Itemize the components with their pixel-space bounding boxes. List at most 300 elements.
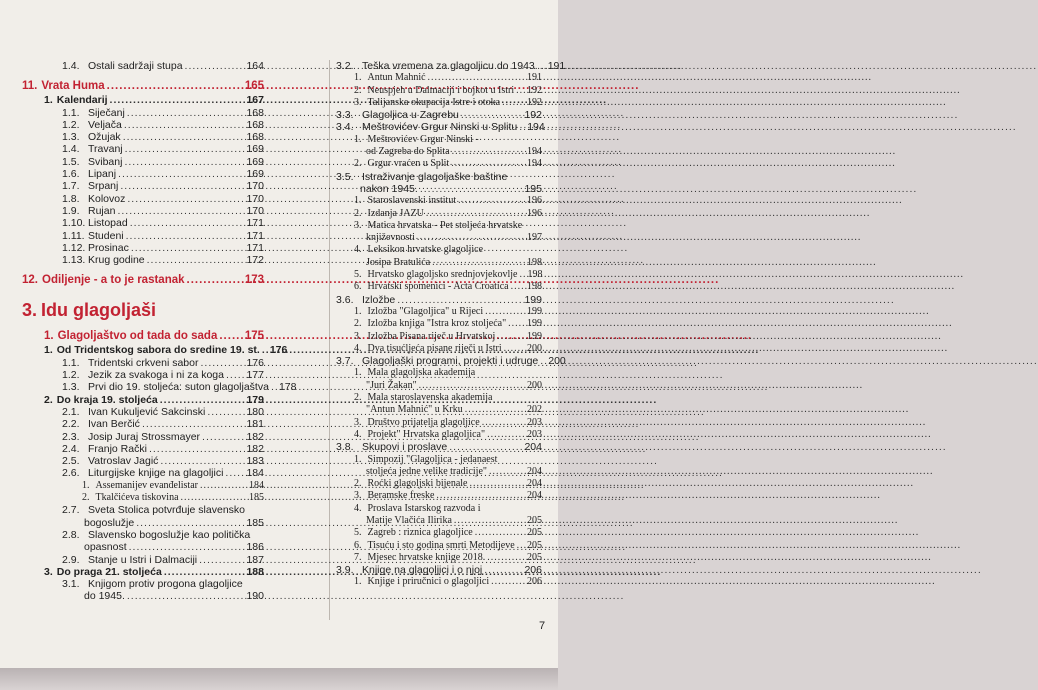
toc-entry-page: 198	[527, 269, 543, 281]
toc-entry-page: 170	[246, 180, 264, 193]
toc-entry	[336, 121, 545, 134]
toc-entry-number: 2.	[354, 158, 362, 170]
toc-entry-page: 200	[527, 342, 542, 354]
toc-entry-page: 170	[246, 192, 264, 205]
toc-entry	[22, 443, 264, 455]
toc-entry	[22, 455, 264, 467]
toc-entry-title: "Juri Žakan"	[366, 379, 417, 391]
toc-leader-dots	[164, 566, 245, 578]
toc-entry-page: 168	[246, 106, 264, 119]
toc-entry-title: Knjigom protiv progona glagoljice	[88, 578, 243, 591]
toc-entry-title: Studeni	[88, 229, 124, 242]
toc-entry	[22, 504, 264, 516]
toc-entry	[336, 466, 542, 478]
toc-entry-number: 2.5.	[62, 455, 80, 468]
toc-leader-dots	[504, 343, 525, 355]
toc-entry-title: Do praga 21. stoljeća	[56, 565, 162, 578]
toc-entry-number: 1.	[354, 195, 362, 207]
toc-entry-title: Prvi dio 19. stoljeća: suton glagoljaštva	[88, 381, 269, 394]
toc-entry-title: Srpanj	[88, 180, 119, 193]
toc-entry-number: 2.	[44, 393, 53, 406]
toc-entry-title: Hrvatsko glagoljsko srednjovjekovlje	[367, 269, 518, 281]
toc-leader-dots	[142, 418, 245, 430]
toc-entry-page: 164	[246, 60, 264, 72]
toc-entry-number: 1.	[354, 453, 362, 465]
toc-entry	[336, 158, 542, 170]
toc-entry-page: 205	[527, 551, 542, 563]
toc-entry-number: 2.1.	[62, 405, 80, 418]
toc-entry	[336, 343, 542, 355]
toc-entry-number: 1.4.	[62, 143, 80, 156]
toc-entry-title: Slavensko bogoslužje kao politička	[88, 528, 251, 541]
toc-entry	[336, 85, 542, 97]
toc-entry-page: 181	[246, 418, 264, 431]
toc-entry-page: 205	[527, 514, 542, 526]
toc-entry-title: "Antun Mahnić" u Krku	[366, 404, 463, 416]
toc-leader-dots	[432, 257, 525, 269]
toc-entry-number: 5.	[354, 269, 362, 281]
toc-entry-number: 1.3.	[62, 381, 80, 394]
toc-leader-dots	[181, 492, 247, 504]
toc-left-column	[22, 60, 297, 603]
toc-entry	[22, 344, 288, 357]
toc-entry-number: 3.	[354, 416, 362, 428]
toc-entry-number: 2.	[354, 478, 362, 490]
toc-entry-page: 176	[269, 344, 288, 357]
toc-entry-number: 1.	[354, 133, 362, 145]
toc-entry-title: Knjige na glagoljici i o njoj	[362, 564, 483, 577]
toc-entry-number: 3.	[354, 219, 362, 231]
toc-entry-title: Neuspjeh u Dalmaciji i bojkot u Istri	[367, 84, 515, 96]
toc-entry	[336, 576, 542, 588]
toc-entry	[22, 78, 264, 94]
toc-entry-title: Izložba Pisana riječ u Hrvatskoj	[367, 330, 496, 342]
toc-entry	[22, 230, 264, 242]
toc-entry-page: 175	[244, 330, 264, 343]
toc-leader-dots	[207, 406, 244, 418]
toc-entry-number: 2.8.	[62, 528, 80, 541]
toc-leader-dots	[125, 143, 245, 155]
toc-entry-number: 1.2.	[62, 118, 80, 131]
toc-entry-title: Talijanska okupacija Istre i otoka	[367, 96, 501, 108]
toc-entry-title: bogoslužje	[84, 516, 135, 529]
toc-entry-page: 200	[527, 379, 542, 391]
toc-leader-dots	[225, 467, 244, 479]
toc-entry	[336, 331, 542, 343]
toc-entry-number: 6.	[354, 281, 362, 293]
toc-entry-number: 2.	[354, 84, 362, 96]
toc-entry-number: 2.9.	[62, 553, 80, 566]
toc-entry-title: Meštrovićev Grgur Ninski u Splitu	[362, 121, 518, 134]
toc-entry	[22, 566, 264, 578]
toc-entry	[22, 156, 264, 168]
toc-entry-page: 170	[246, 204, 264, 217]
toc-entry-number: 2.6.	[62, 467, 80, 480]
toc-entry-number: 2.	[82, 492, 90, 504]
toc-entry	[22, 143, 264, 155]
toc-entry-number: 1.4.	[62, 60, 80, 72]
toc-entry	[22, 517, 264, 529]
toc-entry	[336, 183, 542, 195]
toc-leader-dots	[508, 318, 525, 330]
toc-entry-page: 190	[246, 590, 264, 603]
toc-entry-page: 203	[527, 428, 542, 440]
toc-entry-number: 1.9.	[62, 204, 80, 217]
toc-entry-title: Veljača	[88, 118, 122, 131]
toc-leader-dots	[107, 78, 243, 94]
toc-leader-dots	[131, 242, 245, 254]
toc-entry	[336, 355, 566, 368]
toc-leader-dots	[127, 107, 245, 119]
toc-leader-dots	[271, 381, 277, 393]
toc-leader-dots	[465, 404, 525, 416]
toc-entry-page: 202	[527, 404, 542, 416]
toc-entry-page: 192	[524, 109, 542, 122]
toc-entry-page: 184	[246, 467, 264, 480]
toc-entry-page: 182	[246, 430, 264, 443]
toc-leader-dots	[487, 429, 525, 441]
toc-entry-title: Od Tridentskog sabora do sredine 19. st.	[56, 344, 260, 357]
toc-entry	[336, 367, 542, 379]
toc-entry-title: Društvo prijatelja glagoljice	[367, 416, 480, 428]
toc-entry-number: 3.3.	[336, 109, 354, 122]
toc-entry-title: Dva tisućljeća pisane riječi u Istri	[367, 342, 502, 354]
toc-entry-title: stoljeća jedne velike tradicije"	[366, 465, 487, 477]
toc-entry-page: 165	[244, 80, 264, 93]
toc-entry	[336, 72, 542, 84]
toc-entry	[22, 119, 264, 131]
toc-leader-dots	[136, 517, 244, 529]
toc-entry	[22, 131, 264, 143]
toc-entry-number: 4.	[354, 502, 362, 514]
toc-entry-page: 182	[246, 442, 264, 455]
toc-entry	[336, 392, 542, 404]
toc-leader-dots	[511, 281, 525, 293]
toc-entry-title: Josip Juraj Strossmayer	[88, 430, 201, 443]
toc-entry	[336, 417, 542, 429]
toc-leader-dots	[436, 490, 525, 502]
toc-leader-dots	[419, 380, 525, 392]
toc-entry	[22, 492, 264, 504]
toc-entry-number: 3.8.	[336, 441, 354, 454]
toc-leader-dots	[491, 576, 525, 588]
toc-leader-dots	[489, 466, 525, 478]
toc-entry	[22, 254, 264, 266]
toc-entry-number: 11.	[22, 80, 38, 93]
toc-entry	[336, 171, 542, 183]
toc-entry-title: Listopad	[88, 217, 128, 230]
toc-entry-page: 176	[246, 356, 264, 369]
toc-entry-page: 171	[246, 217, 264, 230]
toc-entry-title: Ožujak	[88, 131, 121, 144]
toc-leader-dots	[149, 443, 245, 455]
toc-entry-number: 2.2.	[62, 418, 80, 431]
toc-leader-dots	[485, 306, 525, 318]
toc-leader-dots	[461, 109, 523, 121]
toc-leader-dots	[202, 431, 244, 443]
toc-entry-title: Grgur vraćen u Split	[367, 158, 450, 170]
toc-leader-dots	[452, 146, 525, 158]
toc-entry-page: 187	[246, 553, 264, 566]
toc-entry-number: 1.6.	[62, 168, 80, 181]
toc-entry	[336, 404, 542, 416]
toc-entry-page: 183	[246, 455, 264, 468]
toc-entry-title: Antun Mahnić	[367, 72, 426, 84]
toc-entry-page: 198	[527, 281, 542, 293]
toc-entry-title: Lipanj	[88, 168, 117, 181]
toc-entry-page: 196	[527, 195, 542, 207]
toc-leader-dots	[160, 394, 245, 406]
toc-leader-dots	[200, 480, 247, 492]
toc-leader-dots	[487, 552, 525, 564]
toc-leader-dots	[200, 357, 244, 369]
toc-entry	[336, 441, 542, 453]
toc-leader-dots	[187, 272, 243, 288]
toc-entry	[336, 306, 542, 318]
toc-entry-title: Tkalčićeva tiskovina	[95, 492, 179, 504]
toc-entry-number: 2.	[354, 207, 362, 219]
toc-entry-number: 3.5.	[336, 170, 354, 183]
toc-entry-page: 205	[527, 539, 542, 551]
toc-entry	[336, 490, 542, 502]
toc-entry-number: 1.	[44, 94, 53, 107]
toc-entry	[22, 394, 264, 406]
toc-entry-page: 194	[527, 121, 545, 134]
toc-entry-number: 2.	[354, 392, 362, 404]
toc-leader-dots	[397, 294, 522, 306]
toc-entry-page: 168	[246, 118, 264, 131]
toc-entry-number: 3.6.	[336, 293, 354, 306]
toc-entry-title: Staroslavenski institut	[367, 195, 457, 207]
toc-entry-number: 4.	[354, 428, 362, 440]
page-edge-shadow	[0, 668, 558, 690]
toc-entry-title: Zagreb : riznica glagoljice	[367, 527, 473, 539]
toc-entry-title: Meštrovićev Grgur Ninski -	[367, 133, 479, 145]
toc-entry-title: Roćki glagoljski bijenale	[367, 478, 468, 490]
toc-entry-title: Simpozij "Glagoljica - jedanaest	[367, 453, 498, 465]
toc-entry-number: 1.	[354, 305, 362, 317]
toc-entry-number: 2.4.	[62, 442, 80, 455]
toc-entry-number: 1.	[82, 479, 90, 491]
toc-entry-number: 7.	[354, 551, 362, 563]
toc-entry-title: Prosinac	[88, 241, 129, 254]
toc-entry-page: 184	[249, 479, 264, 491]
toc-entry-title: Svibanj	[88, 155, 123, 168]
toc-entry	[22, 406, 264, 418]
toc-entry-number: 12.	[22, 274, 38, 287]
toc-entry-number: 3.	[22, 300, 38, 321]
toc-entry-page: 197	[527, 232, 542, 244]
toc-entry	[336, 269, 542, 281]
toc-leader-dots	[426, 208, 525, 220]
toc-entry	[22, 242, 264, 254]
toc-leader-dots	[458, 195, 525, 207]
toc-leader-dots	[451, 158, 525, 170]
toc-entry-title: Liturgijske knjige na glagoljici	[88, 467, 224, 480]
toc-entry-title: Leksikon hrvatske glagoljice	[367, 244, 484, 256]
toc-entry-number: 3.	[44, 565, 53, 578]
toc-leader-dots	[475, 527, 525, 539]
toc-entry-number: 4.	[354, 342, 362, 354]
toc-entry-title: Glagoljaštvo od tada do sada	[57, 330, 218, 343]
toc-leader-dots	[129, 541, 245, 553]
toc-entry	[336, 540, 542, 552]
toc-leader-dots	[497, 331, 525, 343]
toc-entry-title: Istraživanje glagoljaške baštine	[362, 170, 508, 183]
toc-entry-title: od Zagreba do Splita	[366, 146, 450, 158]
toc-leader-dots	[226, 369, 244, 381]
toc-entry	[336, 195, 542, 207]
toc-leader-dots	[519, 269, 525, 281]
toc-entry-page: 206	[527, 576, 542, 588]
toc-entry	[22, 418, 264, 430]
toc-entry-title: Kolovoz	[88, 192, 126, 205]
toc-entry	[22, 193, 264, 205]
toc-entry	[22, 328, 264, 344]
toc-entry-title: književnosti	[366, 232, 415, 244]
toc-entry-title: Vrata Huma	[41, 80, 105, 93]
toc-entry	[336, 97, 542, 109]
toc-leader-dots	[185, 60, 245, 72]
toc-entry-page: 195	[524, 182, 542, 195]
toc-entry-title: Hrvatski spomenici - Acta Croatica	[367, 281, 509, 293]
toc-entry-number: 1.	[354, 367, 362, 379]
toc-entry	[336, 515, 542, 527]
toc-right-column	[336, 60, 566, 589]
toc-entry-number: 1.8.	[62, 192, 80, 205]
toc-entry-page: 188	[246, 565, 264, 578]
toc-entry-page: 169	[246, 155, 264, 168]
toc-leader-dots	[124, 119, 245, 131]
toc-entry-page: 205	[527, 527, 542, 539]
toc-entry-number: 1.1.	[62, 106, 80, 119]
toc-entry-page: 191	[547, 60, 566, 72]
toc-entry-number: 3.	[354, 96, 362, 108]
toc-entry	[22, 529, 264, 541]
toc-entry	[336, 552, 542, 564]
toc-entry	[22, 381, 297, 394]
toc-entry-title: Vatroslav Jagić	[88, 455, 159, 468]
toc-entry-page: 199	[527, 305, 542, 317]
toc-entry-number: 1.2.	[62, 369, 80, 382]
toc-entry-number: 1.11.	[62, 229, 85, 242]
toc-entry-title: Izložba "Glagoljica" u Rijeci	[367, 305, 484, 317]
toc-entry	[22, 369, 264, 381]
toc-entry	[22, 554, 264, 566]
toc-entry-title: Idu glagoljaši	[41, 300, 157, 321]
toc-entry-number: 1.5.	[62, 155, 80, 168]
toc-entry-number: 1.3.	[62, 131, 80, 144]
toc-leader-dots	[126, 230, 245, 242]
toc-leader-dots	[117, 205, 244, 217]
toc-entry-page: 204	[527, 465, 542, 477]
toc-entry-number: 1.12.	[62, 241, 86, 254]
toc-entry-title: Izdanja JAZU	[367, 207, 424, 219]
toc-leader-dots	[449, 441, 522, 453]
toc-entry-number: 1.7.	[62, 180, 80, 193]
toc-entry-number: 3.2.	[336, 60, 354, 72]
toc-leader-dots	[484, 564, 522, 576]
toc-entry-number: 1.	[44, 330, 54, 343]
toc-entry	[336, 60, 566, 72]
toc-leader-dots	[519, 121, 525, 133]
toc-entry-title: Siječanj	[88, 106, 125, 119]
toc-entry-title: Ivan Kukuljević Sakcinski	[88, 405, 206, 418]
toc-leader-dots	[516, 85, 525, 97]
toc-entry-title: Jezik za svakoga i ni za koga	[88, 369, 224, 382]
toc-entry-page: 173	[244, 274, 264, 287]
toc-entry	[22, 480, 264, 492]
toc-entry-page: 171	[246, 229, 264, 242]
toc-entry-number: 3.	[354, 330, 362, 342]
toc-entry-title: Odiljenje - a to je rastanak	[42, 274, 185, 287]
toc-entry	[336, 318, 542, 330]
toc-entry-title: Mjesec hrvatske knjige 2018.	[367, 551, 486, 563]
toc-entry-title: Kalendarij	[56, 94, 108, 107]
toc-entry-title: Assemanijev evanđelistar	[95, 479, 198, 491]
toc-leader-dots	[199, 554, 244, 566]
toc-entry-page: 200	[548, 355, 566, 368]
toc-entry	[336, 220, 542, 232]
toc-leader-dots	[420, 183, 523, 195]
toc-entry	[336, 527, 542, 539]
toc-entry-page: 186	[246, 541, 264, 554]
toc-entry-title: Matije Vlačića Ilirika	[366, 514, 452, 526]
toc-entry-page: 169	[246, 143, 264, 156]
toc-entry	[336, 208, 542, 220]
toc-entry-title: Glagoljaški programi, projekti i udruge	[362, 355, 539, 368]
toc-leader-dots	[482, 417, 525, 429]
toc-entry	[22, 180, 264, 192]
toc-entry	[336, 429, 542, 441]
toc-entry-page: 204	[527, 490, 542, 502]
toc-entry	[22, 205, 264, 217]
toc-leader-dots	[540, 60, 546, 72]
toc-entry-title: Franjo Rački	[88, 442, 147, 455]
toc-leader-dots	[147, 254, 245, 266]
toc-entry-title: Tridentski crkveni sabor	[88, 356, 199, 369]
toc-entry	[336, 257, 542, 269]
toc-entry-number: 3.9.	[336, 564, 354, 577]
toc-entry-page: 179	[246, 393, 264, 406]
toc-leader-dots	[454, 515, 525, 527]
toc-entry-number: 3.1.	[62, 578, 80, 591]
toc-entry	[336, 109, 542, 121]
toc-entry	[336, 244, 542, 256]
toc-entry	[336, 564, 542, 576]
toc-entry	[336, 380, 542, 392]
toc-entry	[336, 294, 542, 306]
toc-leader-dots	[124, 156, 244, 168]
toc-leader-dots	[120, 180, 244, 192]
toc-leader-dots	[469, 478, 525, 490]
toc-entry-number: 1.	[354, 72, 362, 84]
toc-leader-dots	[517, 540, 525, 552]
toc-entry	[22, 467, 264, 479]
toc-entry-number: 1.10.	[62, 217, 86, 230]
toc-entry-number: 2.3.	[62, 430, 80, 443]
toc-entry	[336, 232, 542, 244]
toc-entry-title: Ivan Berčić	[88, 418, 140, 431]
toc-entry	[22, 578, 264, 590]
toc-entry-page: 199	[527, 318, 542, 330]
toc-entry-title: nakon 1945.	[360, 182, 418, 195]
toc-leader-dots	[502, 97, 525, 109]
toc-entry-title: Projekt" Hrvatska glagoljica"	[367, 428, 486, 440]
toc-entry-title: Sveta Stolica potvrđuje slavensko	[88, 504, 246, 517]
toc-entry-page: 180	[246, 405, 264, 418]
toc-entry-title: Skupovi i proslave	[362, 441, 448, 454]
